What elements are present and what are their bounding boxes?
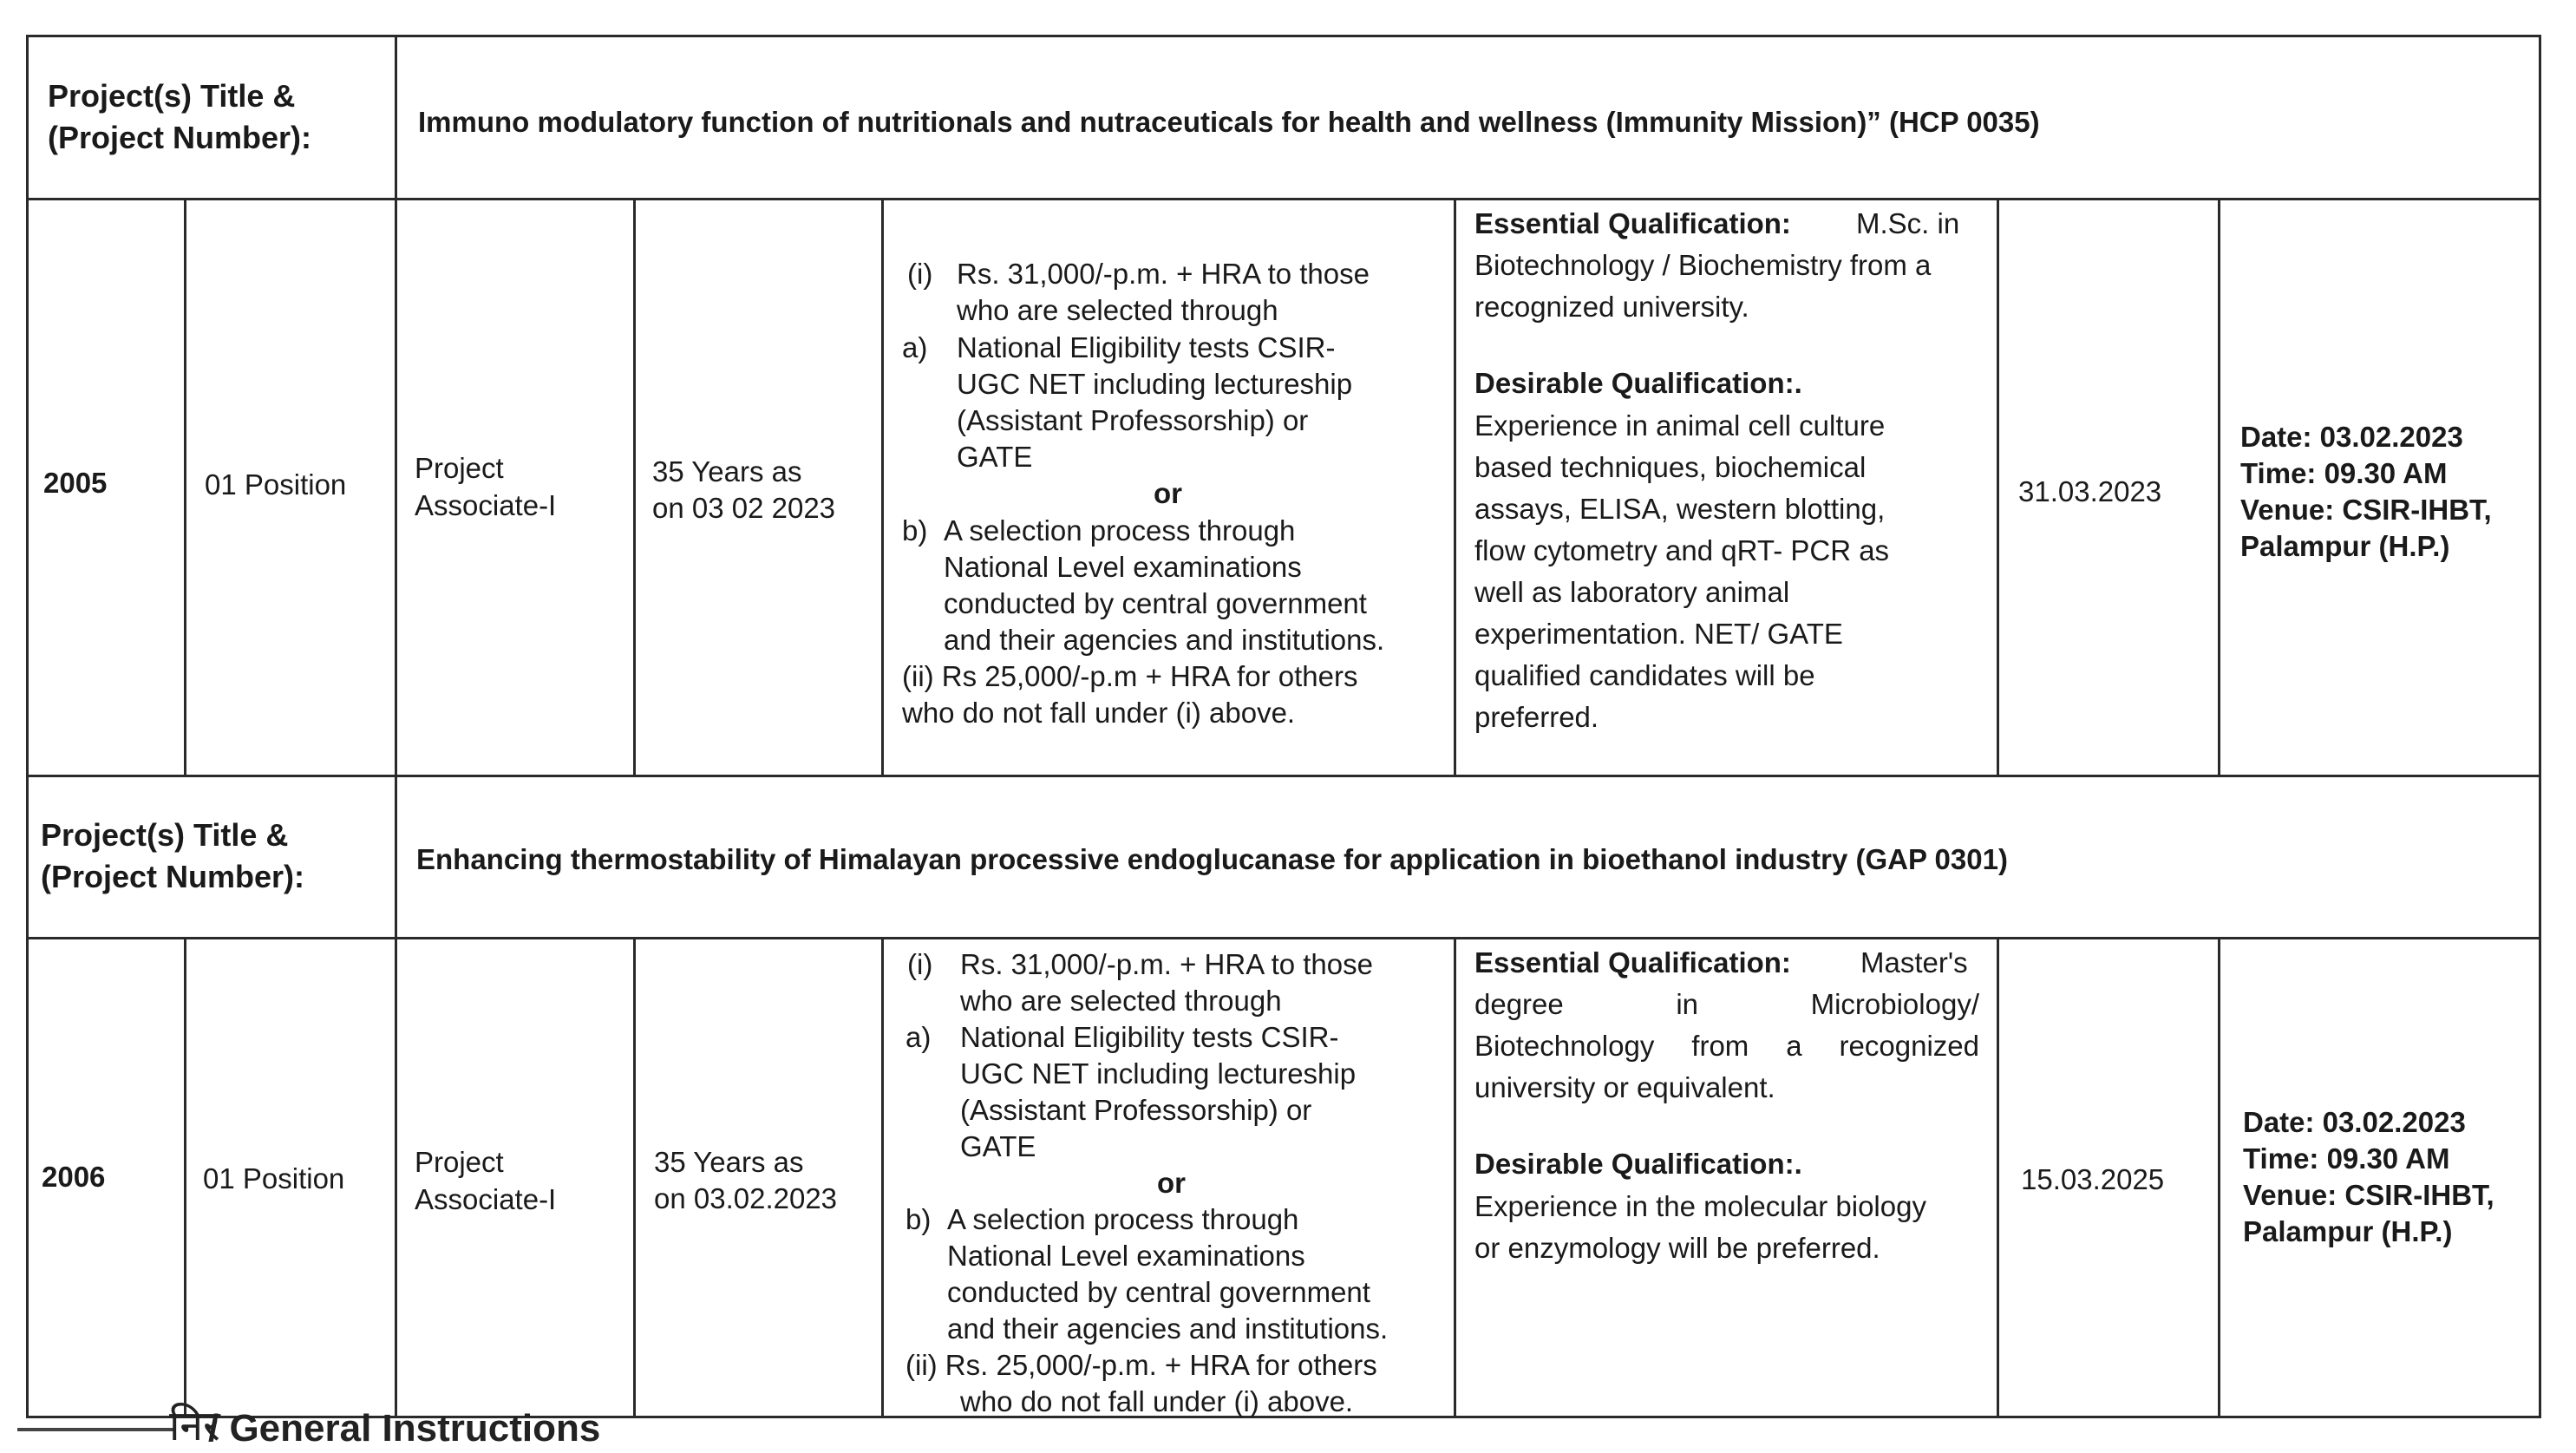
project-number-label: (Project Number): (48, 120, 312, 155)
col-divider-3 (633, 198, 636, 775)
interview-place: Palampur (H.P.) (2240, 530, 2450, 562)
interview-time: Time: 09.30 AM (2240, 457, 2448, 489)
emol-or: or (1157, 1167, 1186, 1199)
interview-date: Date: 03.02.2023 (2240, 421, 2463, 453)
emol-i-num: (i) (907, 948, 933, 980)
emol-b-line1: A selection process through (944, 514, 1296, 547)
ess-word: degree (1474, 988, 1564, 1020)
age-limit-line1: 35 Years as (652, 455, 802, 488)
col-divider-6b (1997, 937, 1999, 1418)
general-instructions-text: / General Instructions (208, 1407, 601, 1450)
project-title-label: Project(s) Title & (48, 78, 296, 114)
hindi-heading-fragment: निर (169, 1402, 220, 1450)
essential-qualification-line2: Biotechnology / Biochemistry from a (1474, 249, 1932, 281)
emol-a-line2: UGC NET including lectureship (957, 368, 1353, 400)
emol-b-line4: and their agencies and institutions. (944, 624, 1385, 656)
emol-ii-line1: (ii) Rs. 25,000/-p.m. + HRA for others (906, 1349, 1377, 1381)
no-of-positions: 01 Position (203, 1162, 345, 1194)
row-divider-2 (26, 775, 2541, 777)
emol-ii-line1: (ii) Rs 25,000/-p.m + HRA for others (902, 660, 1358, 692)
interview-date: Date: 03.02.2023 (2243, 1106, 2466, 1138)
post-name-line2: Associate-I (415, 489, 557, 521)
desirable-line: or enzymology will be preferred. (1474, 1232, 1880, 1264)
project-tenure: 15.03.2025 (2021, 1163, 2165, 1195)
essential-qualification-label: Essential Qualification: (1474, 207, 1791, 239)
emol-b-line2: National Level examinations (944, 551, 1302, 583)
post-code: 2005 (43, 467, 108, 499)
col-divider-6 (1997, 198, 1999, 775)
post-code: 2006 (42, 1161, 106, 1193)
project-title-label: Project(s) Title & (41, 817, 289, 853)
desirable-qualification-label: Desirable Qualification:. (1474, 1148, 1802, 1180)
emol-b-line2: National Level examinations (947, 1240, 1305, 1272)
emol-b-num: b) (902, 514, 928, 547)
emol-b-line1: A selection process through (947, 1203, 1299, 1235)
post-name-line1: Project (415, 1146, 504, 1178)
essential-qualification-line1-rest: M.Sc. in (1856, 207, 1960, 239)
emol-a-line3: (Assistant Professorship) or (957, 404, 1309, 436)
desirable-line: based techniques, biochemical (1474, 451, 1867, 483)
emol-i-line1: Rs. 31,000/-p.m. + HRA to those (960, 948, 1373, 980)
col-divider-7b (2218, 937, 2220, 1418)
emol-b-line4: and their agencies and institutions. (947, 1312, 1389, 1345)
emol-a-num: a) (902, 331, 928, 363)
emol-i-line2: who are selected through (957, 294, 1278, 326)
ess-word: recognized (1839, 1030, 1979, 1062)
col-divider-5b (1454, 937, 1456, 1418)
heading-rule (17, 1428, 173, 1431)
project-tenure: 31.03.2023 (2018, 475, 2162, 507)
emol-a-num: a) (906, 1021, 932, 1053)
row-divider-1 (26, 198, 2541, 200)
project-number-label: (Project Number): (41, 859, 305, 894)
age-limit-line2: on 03 02 2023 (652, 492, 836, 524)
project-title-text: Immuno modulatory function of nutritionals and nutraceuticals for health and wellness (Immunity Mission)” (HCP 0035) (418, 106, 2040, 138)
no-of-positions: 01 Position (205, 468, 347, 501)
col-divider-1 (184, 198, 186, 775)
desirable-line: preferred. (1474, 701, 1599, 733)
interview-time: Time: 09.30 AM (2243, 1142, 2450, 1175)
row-divider-3 (26, 937, 2541, 939)
emol-i-line1: Rs. 31,000/-p.m. + HRA to those (957, 258, 1370, 290)
age-limit-line1: 35 Years as (654, 1146, 804, 1178)
emol-b-line3: conducted by central government (944, 587, 1367, 619)
emol-a-line1: National Eligibility tests CSIR- (957, 331, 1336, 363)
desirable-line: flow cytometry and qRT- PCR as (1474, 534, 1890, 566)
desirable-line: assays, ELISA, western blotting, (1474, 493, 1886, 525)
project-title-text: Enhancing thermostability of Himalayan processive endoglucanase for application in bioethanol industry (GAP 0301) (416, 843, 2008, 875)
desirable-line: Experience in the molecular biology (1474, 1190, 1926, 1222)
essential-qualification-line3 (1474, 1025, 1979, 1067)
ess-word: in (1676, 988, 1699, 1020)
essential-qualification-line1-rest: Master's (1860, 946, 1968, 978)
desirable-line: well as laboratory animal (1474, 576, 1790, 608)
emol-i-line2: who are selected through (960, 985, 1282, 1017)
emol-ii-line2: who do not fall under (i) above. (960, 1385, 1354, 1417)
essential-qualification-line4: university or equivalent. (1474, 1071, 1775, 1103)
post-name-line2: Associate-I (415, 1183, 557, 1215)
col-divider-7 (2218, 198, 2220, 775)
col-divider-4b (881, 937, 884, 1418)
interview-place: Palampur (H.P.) (2243, 1215, 2453, 1247)
emol-i-num: (i) (907, 258, 933, 290)
general-instructions-heading (0, 1402, 2576, 1450)
post-name-line1: Project (415, 452, 504, 484)
emol-ii-line2: who do not fall under (i) above. (902, 697, 1296, 729)
desirable-line: experimentation. NET/ GATE (1474, 618, 1843, 650)
desirable-line: Experience in animal cell culture (1474, 409, 1886, 442)
emol-a-line4: GATE (960, 1130, 1036, 1162)
emol-a-line2: UGC NET including lectureship (960, 1057, 1357, 1090)
essential-qualification-label: Essential Qualification: (1474, 946, 1791, 978)
emol-a-line4: GATE (957, 441, 1033, 473)
desirable-qualification-label: Desirable Qualification:. (1474, 367, 1802, 399)
emol-a-line3: (Assistant Professorship) or (960, 1094, 1312, 1126)
emol-b-line3: conducted by central government (947, 1276, 1370, 1308)
emol-or: or (1154, 477, 1182, 509)
interview-venue: Venue: CSIR-IHBT, (2243, 1179, 2494, 1211)
age-limit-line2: on 03.02.2023 (654, 1182, 838, 1214)
emol-a-line1: National Eligibility tests CSIR- (960, 1021, 1339, 1053)
ess-word: Microbiology/ (1810, 988, 1979, 1020)
essential-qualification-line3: recognized university. (1474, 291, 1749, 323)
col-divider-5 (1454, 198, 1456, 775)
col-divider-4 (881, 198, 884, 775)
ess-word: from (1691, 1030, 1749, 1062)
emol-b-num: b) (906, 1203, 932, 1235)
ess-word: Biotechnology (1474, 1030, 1655, 1062)
desirable-line: qualified candidates will be (1474, 659, 1815, 691)
essential-qualification-line2 (1474, 984, 1979, 1025)
ess-word: a (1786, 1030, 1802, 1062)
interview-venue: Venue: CSIR-IHBT, (2240, 494, 2492, 526)
label-column-divider (395, 35, 397, 1418)
col-divider-3b (633, 937, 636, 1418)
col-divider-1b (184, 937, 186, 1418)
